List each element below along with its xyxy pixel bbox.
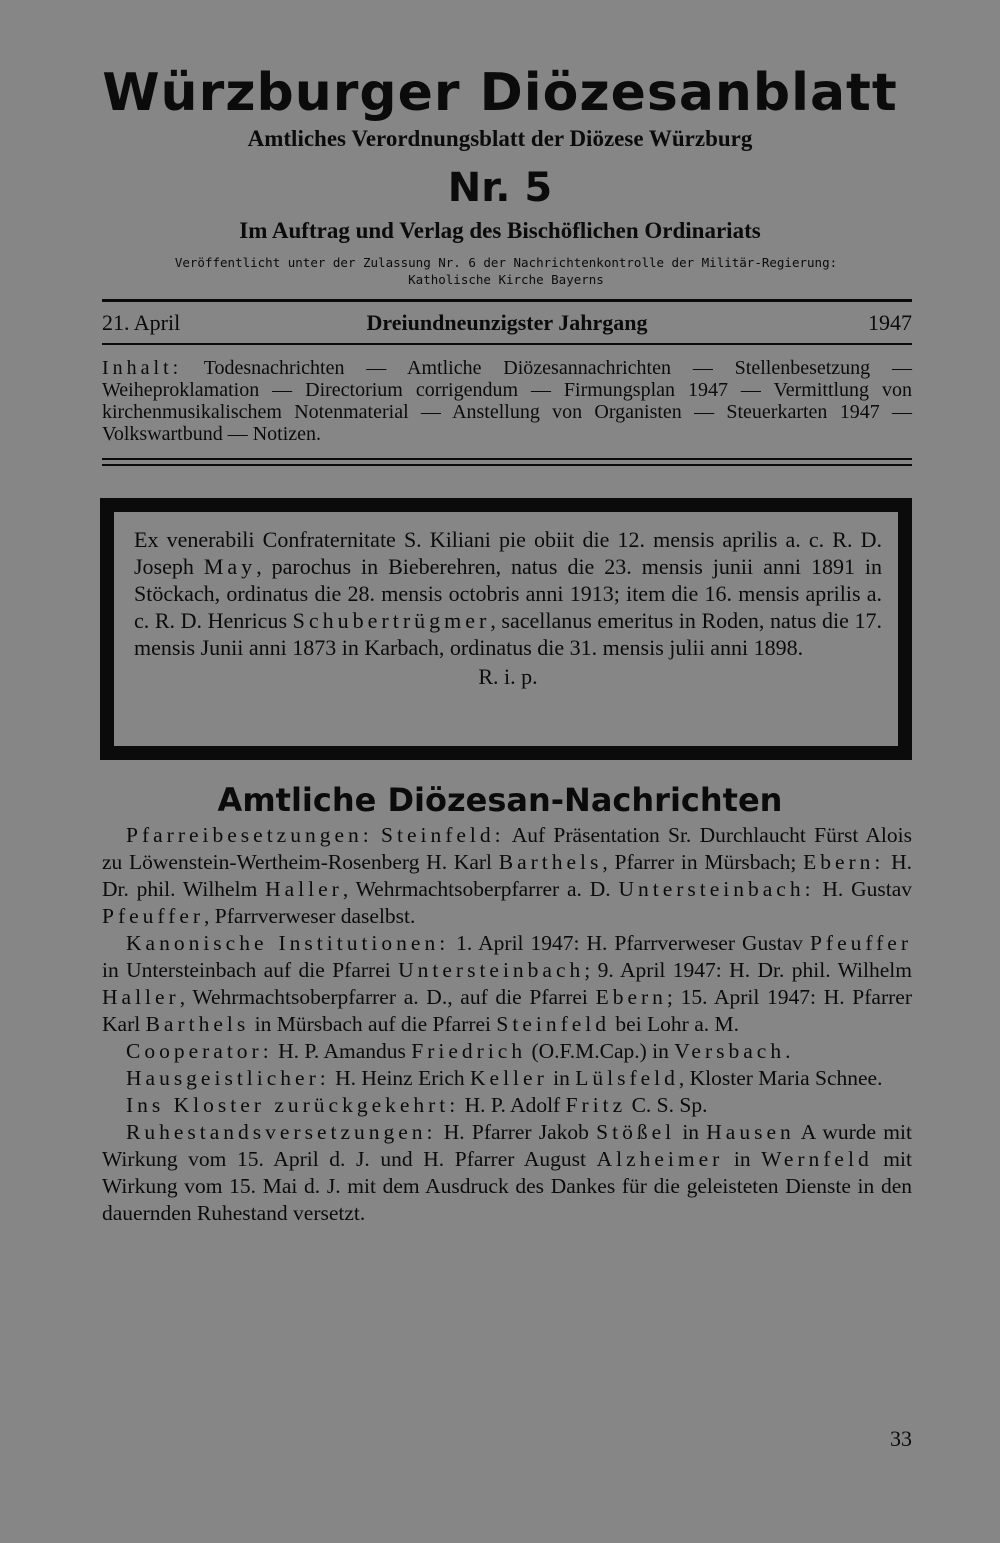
- imprint: [100, 254, 912, 288]
- paragraph-label: Ruhestandsversetzungen:: [126, 1120, 437, 1144]
- obituary-border-bottom: [100, 746, 912, 760]
- masthead-subtitle: Amtliches Verordnungsblatt der Diözese Würzburg: [247, 126, 753, 151]
- masthead-title: Würzburger Diözesanblatt: [102, 63, 898, 123]
- person-name: Alzheimer: [596, 1147, 724, 1171]
- obituary-border-top: [100, 498, 912, 512]
- paragraph-label: Hausgeistlicher:: [126, 1066, 330, 1090]
- text-run: A wurde mit Wirkung vom 15. April d. J. und H. Pfarrer August: [102, 1120, 912, 1171]
- paragraph-pfarreibesetzungen: [102, 822, 912, 930]
- section-body: [102, 822, 912, 1227]
- paragraph-label: Ins Kloster zurückgekehrt:: [126, 1093, 460, 1117]
- text-run: Auf Präsentation Sr. Durchlaucht Fürst Alois zu Löwenstein-Wertheim-Rosenberg H. Karl: [102, 823, 912, 874]
- place-name: Untersteinbach:: [618, 877, 815, 901]
- text-run: in Mürsbach auf die Pfarrei: [249, 1012, 497, 1036]
- person-name: Pfeuffer: [809, 931, 912, 955]
- contents-rule-1: [102, 458, 912, 460]
- text-run: , Pfarrer in Mürsbach;: [602, 850, 804, 874]
- text-run: H. Heinz Erich: [329, 1066, 471, 1090]
- person-name: Barthels: [498, 850, 603, 874]
- issue-date: 21. April: [102, 310, 181, 335]
- place-name: Untersteinbach: [398, 958, 585, 982]
- imprint-line-2: Katholische Kirche Bayerns: [408, 272, 604, 287]
- contents-label: Inhalt:: [102, 357, 183, 379]
- obituary-notice: [134, 526, 882, 690]
- text-run: H. Dr. phil. Wilhelm: [102, 850, 913, 901]
- table-of-contents: [102, 357, 912, 445]
- deceased-name: Schubertrügmer: [292, 608, 491, 633]
- text-run: , Kloster Maria Schnee.: [678, 1066, 883, 1090]
- text-run: 1. April 1947: H. Pfarrverweser Gustav: [449, 931, 810, 955]
- obituary-part: , sacellanus emeritus in Roden, natus die 17. mensis Junii anni 1873 in Karbach, ordinatus die 31. mensis julii anni 1898.: [134, 608, 882, 660]
- place-name: Steinfeld: [496, 1012, 611, 1036]
- text-run: ; 9. April 1947: H. Dr. phil. Wilhelm: [584, 958, 912, 982]
- obituary-closing: R. i. p.: [478, 664, 538, 689]
- obituary-part: , parochus in Bieberehren, natus die 23. mensis junii anni 1891 in Stöckach, ordinatus die 28. mensis octobris anni 1913; item die 16. mensis aprilis a. c. R. D. Henricus: [134, 554, 883, 633]
- text-run: H. Gustav: [814, 877, 913, 901]
- text-run: H. P. Adolf: [459, 1093, 566, 1117]
- top-rule: [102, 299, 912, 302]
- place-name: Versbach: [674, 1039, 786, 1063]
- volume-label: Dreiundneunzigster Jahrgang: [366, 310, 648, 335]
- text-run: in: [547, 1066, 576, 1090]
- obituary-text: [134, 526, 882, 661]
- person-name: Pfeuffer: [102, 904, 205, 928]
- text-run: , Wehrmachtsoberpfarrer a. D., auf die Pfarrei: [179, 985, 596, 1009]
- person-name: Barthels: [145, 1012, 250, 1036]
- person-name: Fritz: [565, 1093, 627, 1117]
- obituary-border-left: [100, 498, 114, 760]
- text-run: H. P. Amandus: [272, 1039, 412, 1063]
- publisher-line: Im Auftrag und Verlag des Bischöflichen Ordinariats: [239, 218, 761, 243]
- paragraph-label: Cooperator:: [126, 1039, 273, 1063]
- text-run: in: [675, 1120, 707, 1144]
- text-run: C. S. Sp.: [626, 1093, 708, 1117]
- text-run: , Pfarrverweser daselbst.: [204, 904, 416, 928]
- place-name: Lülsfeld: [575, 1066, 679, 1090]
- deceased-name: May: [203, 554, 257, 579]
- text-run: (O.F.M.Cap.) in: [526, 1039, 675, 1063]
- dateline-rule: [102, 343, 912, 345]
- place-name: Hausen: [706, 1120, 795, 1144]
- place-name: Wernfeld: [761, 1147, 873, 1171]
- text-run: bei Lohr a. M.: [610, 1012, 739, 1036]
- obituary-part: Ex venerabili Confraternitate S. Kiliani pie obiit die 12. mensis aprilis a. c. R. D. Joseph: [134, 527, 882, 579]
- text-run: mit Wirkung vom 15. Mai d. J. mit dem Ausdruck des Dankes für die geleisteten Dienste in den dauernden Ruhestand versetzt.: [102, 1147, 912, 1225]
- issue-number: Nr. 5: [447, 165, 553, 211]
- text-run: ; 15. April 1947: H. Pfarrer Karl: [102, 985, 912, 1036]
- place-name: Ebern: [595, 985, 667, 1009]
- paragraph-label: Pfarreibesetzungen:: [126, 823, 373, 847]
- obituary-border-right: [898, 498, 912, 760]
- paragraph-label: Kanonische Institutionen:: [126, 931, 450, 955]
- dateline: [102, 306, 912, 340]
- text-run: in: [723, 1147, 762, 1171]
- person-name: Haller: [265, 877, 343, 901]
- paragraph-ruhestand: [102, 1119, 912, 1227]
- person-name: Friedrich: [411, 1039, 527, 1063]
- imprint-line-1: Veröffentlicht unter der Zulassung Nr. 6 der Nachrichtenkontrolle der Militär-Regierung:: [174, 255, 838, 270]
- text-run: H. Pfarrer Jakob: [436, 1120, 597, 1144]
- page-number: 33: [890, 1426, 912, 1451]
- paragraph-cooperator: [102, 1038, 912, 1065]
- contents-text: Todesnachrichten — Amtliche Diözesannachrichten — Stellenbesetzung — Weiheproklamation — Directorium corrigendum — Firmungsplan 1947 — Vermittlung von kirchenmusikalischem Notenmaterial — Anstellung von Organisten — Steuerkarten 1947 — Volkswartbund — Notizen.: [102, 357, 913, 445]
- text-run: , Wehrmachtsoberpfarrer a. D.: [342, 877, 619, 901]
- section-title: Amtliche Diözesan-Nachrichten: [217, 781, 783, 819]
- person-name: Keller: [470, 1066, 548, 1090]
- person-name: Haller: [102, 985, 180, 1009]
- place-name: Ebern:: [803, 850, 885, 874]
- paragraph-hausgeistlicher: [102, 1065, 912, 1092]
- text-run: .: [785, 1039, 791, 1063]
- paragraph-institutionen: [102, 930, 912, 1038]
- person-name: Stößel: [596, 1120, 676, 1144]
- paragraph-kloster: [102, 1092, 912, 1119]
- issue-year: 1947: [868, 310, 912, 335]
- place-name: Steinfeld:: [381, 823, 505, 847]
- text-run: in Untersteinbach auf die Pfarrei: [102, 958, 399, 982]
- contents-rule-2: [102, 464, 912, 466]
